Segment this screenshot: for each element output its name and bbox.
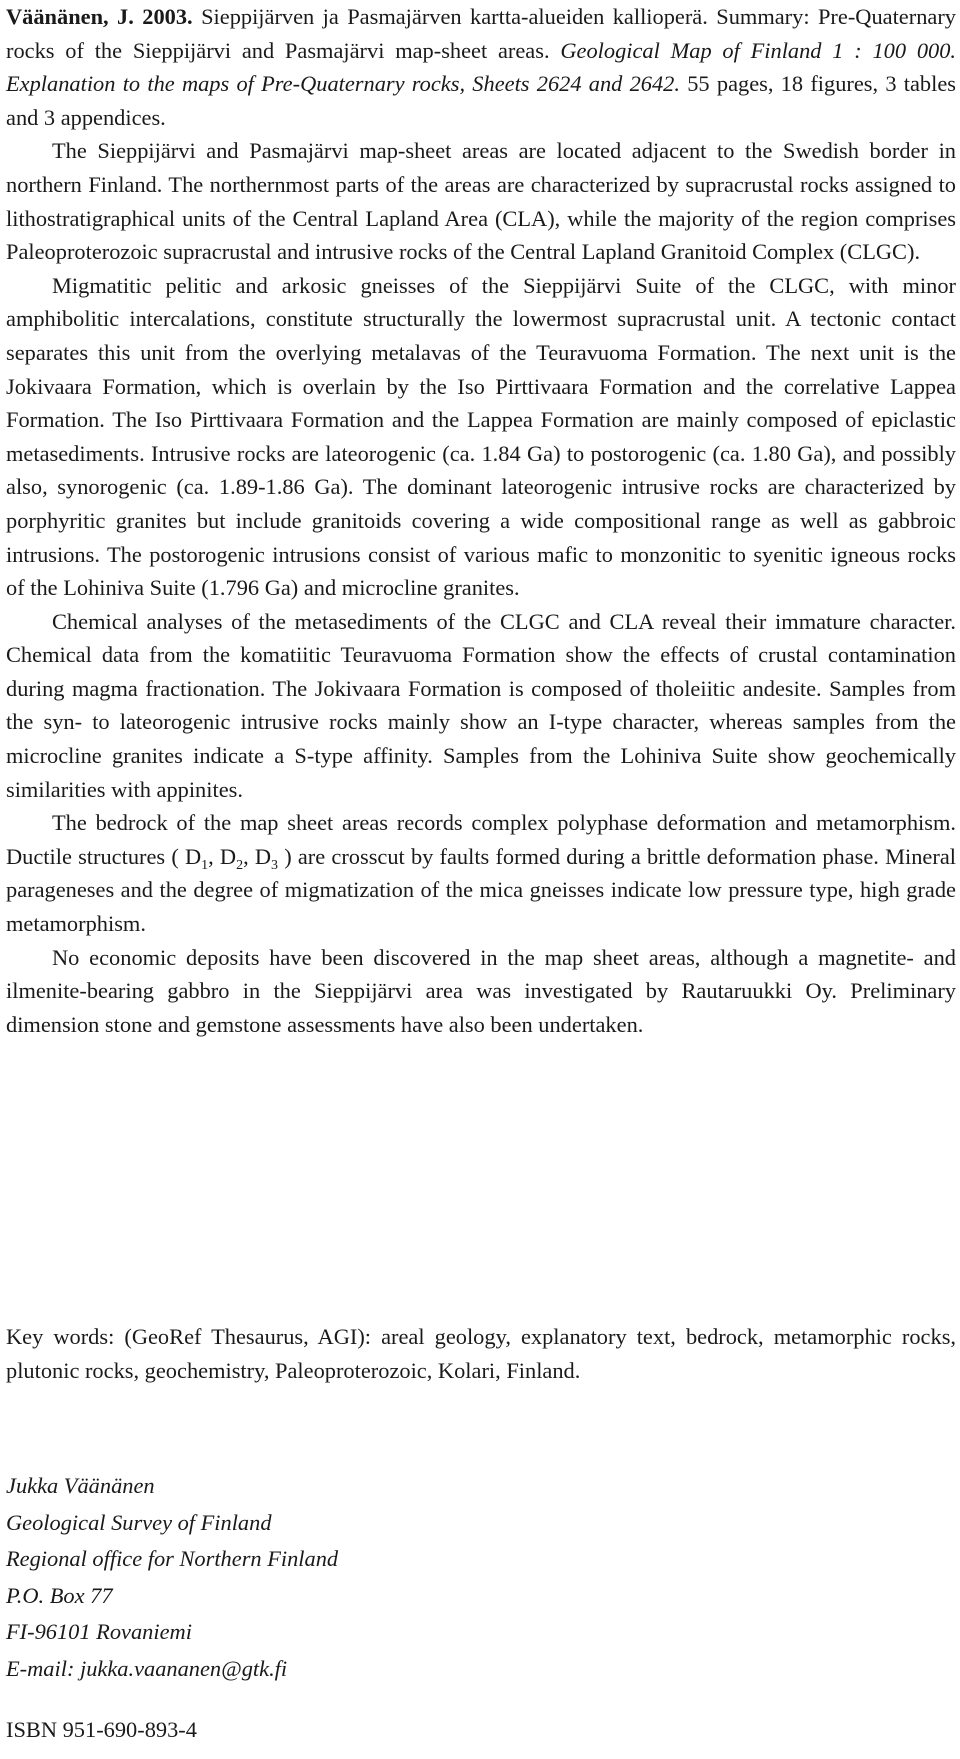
isbn: ISBN 951-690-893-4 — [6, 1717, 197, 1742]
document-page — [6, 0, 956, 1742]
keywords: Key words: (GeoRef Thesaurus, AGI): areal geology, explanatory text, bedrock, metamorphic rocks, plutonic rocks, geochemistry, Paleoproterozoic, Kolari, Finland. — [6, 1324, 956, 1383]
author-address — [6, 1468, 338, 1687]
abstract-p4-text-b: ) are crosscut by faults formed during a brittle deformation phase. Mineral parageneses and the degree of migmatization of the mica gneisses indicate low pressure type, high grade metamorphism. — [6, 843, 956, 937]
author-po-box: P.O. Box 77 — [6, 1582, 113, 1608]
citation-title-fi: Sieppijärven ja Pasmajärven kartta-alueiden kallioperä. — [201, 4, 708, 29]
citation-title-en: Pre-Quaternary rocks of the Sieppijärvi and Pasmajärvi map-sheet areas. — [6, 4, 956, 63]
abstract-paragraph-2: Migmatitic pelitic and arkosic gneisses of the Sieppijärvi Suite of the CLGC, with minor amphibolitic intercalations, constitute structurally the lowermost supracrustal unit. A tectonic contact separates this unit from the overlying metalavas of the Teuravuoma Formation. The next unit is the Jokivaara Formation, which is overlain by the Iso Pirttivaara Formation and the correlative Lappea Formation. The Iso Pirttivaara Formation and the Lappea Formation are mainly composed of epiclastic metasediments. Intrusive rocks are lateorogenic (ca. 1.84 Ga) to postorogenic (ca. 1.80 Ga), and possibly also, synorogenic (ca. 1.89-1.86 Ga). The dominant lateorogenic intrusive rocks are characterized by porphyritic granites but include granitoids covering a wide compositional range as well as gabbroic intrusions. The postorogenic intrusions consist of various mafic to monzonitic to syenitic igneous rocks of the Lohiniva Suite (1.796 Ga) and microcline granites. — [6, 272, 956, 601]
abstract-paragraph-5: No economic deposits have been discovered in the map sheet areas, although a magnetite- and ilmenite-bearing gabbro in the Sieppijärvi area was investigated by Rautaruukki Oy. Preliminary dimension stone and gemstone assessments have also been undertaken. — [6, 944, 956, 1037]
subscript-1: 1 — [201, 857, 209, 873]
citation — [6, 0, 956, 134]
abstract-paragraph-3: Chemical analyses of the metasediments of the CLGC and CLA reveal their immature character. Chemical data from the komatiitic Teuravuoma Formation show the effects of crustal contamination during magma fractionation. The Jokivaara Formation is composed of tholeiitic andesite. Samples from the syn- to lateorogenic intrusive rocks mainly show an I-type character, whereas samples from the microcline granites indicate a S-type affinity. Samples from the Lohiniva Suite show geochemically similarities with appinites. — [6, 608, 956, 802]
abstract-p4-sep-2: , D — [243, 843, 272, 869]
subscript-2: 2 — [236, 857, 244, 873]
author-name: Jukka Väänänen — [6, 1473, 155, 1498]
abstract-p4-text-a: The bedrock of the map sheet areas records complex polyphase deformation and metamorphism. Ductile structures ( D — [6, 810, 956, 869]
abstract-paragraph-4 — [6, 806, 956, 940]
subscript-3: 3 — [271, 857, 279, 873]
author-organization: Geological Survey of Finland — [6, 1509, 272, 1535]
citation-summary-label: Summary: — [716, 4, 810, 29]
citation-series: Geological Map of Finland 1 : 100 000. Explanation to the maps of Pre-Quaternary rocks, Sheets 2624 and 2642. — [6, 37, 956, 97]
author-city: FI-96101 Rovaniemi — [6, 1619, 192, 1644]
author-office: Regional office for Northern Finland — [6, 1546, 339, 1571]
abstract-p4-sep-1: , D — [208, 843, 237, 869]
citation-extent: 55 pages, 18 figures, 3 tables and 3 appendices. — [6, 71, 956, 130]
citation-author-year: Väänänen, J. 2003. — [6, 4, 193, 29]
abstract-paragraph-1: The Sieppijärvi and Pasmajärvi map-sheet areas are located adjacent to the Swedish border in northern Finland. The northernmost parts of the areas are characterized by supracrustal rocks assigned to lithostratigraphical units of the Central Lapland Area (CLA), while the majority of the region comprises Paleoproterozoic supracrustal and intrusive rocks of the Central Lapland Granitoid Complex (CLGC). — [6, 138, 956, 265]
abstract — [6, 0, 956, 1041]
author-email: E-mail: jukka.vaananen@gtk.fi — [6, 1655, 288, 1681]
